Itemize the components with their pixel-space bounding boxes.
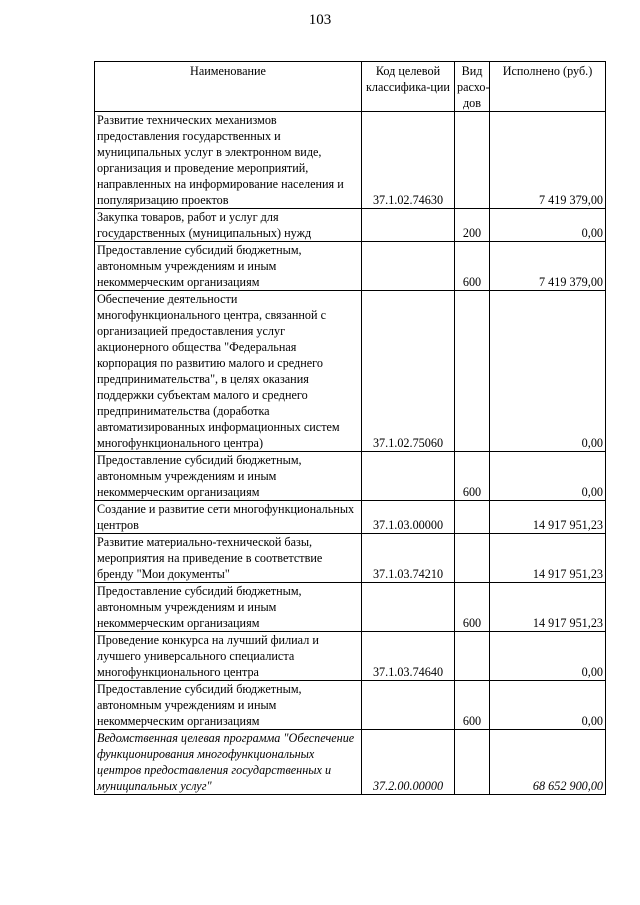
- row-name: Создание и развитие сети многофункциональных центров: [95, 501, 362, 534]
- row-name: Закупка товаров, работ и услуг для государственных (муниципальных) нужд: [95, 209, 362, 242]
- row-sum: 0,00: [490, 291, 606, 452]
- row-type: 600: [455, 452, 490, 501]
- row-type: 600: [455, 583, 490, 632]
- row-code: [362, 209, 455, 242]
- row-type: [455, 730, 490, 795]
- table-row: [95, 681, 606, 730]
- row-sum: 14 917 951,23: [490, 534, 606, 583]
- row-sum: 0,00: [490, 209, 606, 242]
- row-code: [362, 452, 455, 501]
- row-name: Предоставление субсидий бюджетным, автономным учреждениям и иным некоммерческим организациям: [95, 452, 362, 501]
- row-name: Предоставление субсидий бюджетным, автономным учреждениям и иным некоммерческим организациям: [95, 681, 362, 730]
- row-sum: 14 917 951,23: [490, 501, 606, 534]
- table-row: [95, 452, 606, 501]
- row-sum: 0,00: [490, 452, 606, 501]
- row-name: Проведение конкурса на лучший филиал и лучшего универсального специалиста многофункционального центра: [95, 632, 362, 681]
- row-type: [455, 534, 490, 583]
- header-sum: Исполнено (руб.): [490, 62, 606, 112]
- row-type: [455, 291, 490, 452]
- row-type: [455, 112, 490, 209]
- table-row: [95, 534, 606, 583]
- row-code: 37.2.00.00000: [362, 730, 455, 795]
- row-name: Обеспечение деятельности многофункционального центра, связанной с организацией предоставления услуг акционерного общества "Федеральная корпорация по развитию малого и среднего предпринимательства", в целях оказания поддержки субъектам малого и среднего предпринимательства (доработка автоматизированных информационных систем многофункционального центра): [95, 291, 362, 452]
- row-code: [362, 681, 455, 730]
- row-type: 600: [455, 242, 490, 291]
- header-type: Вид расхо-дов: [455, 62, 490, 112]
- row-name: Развитие технических механизмов предоставления государственных и муниципальных услуг в электронном виде, организация и проведение мероприятий, направленных на информирование населения и популяризацию проектов: [95, 112, 362, 209]
- table-row: [95, 632, 606, 681]
- page-number: 103: [308, 12, 332, 28]
- row-sum: 7 419 379,00: [490, 242, 606, 291]
- row-type: 600: [455, 681, 490, 730]
- table-row: [95, 583, 606, 632]
- row-code: 37.1.03.74210: [362, 534, 455, 583]
- row-code: 37.1.02.75060: [362, 291, 455, 452]
- row-type: 200: [455, 209, 490, 242]
- table-row: [95, 501, 606, 534]
- row-name: Предоставление субсидий бюджетным, автономным учреждениям и иным некоммерческим организациям: [95, 242, 362, 291]
- table-row: [95, 291, 606, 452]
- table-header-row: [95, 62, 606, 112]
- row-sum: 0,00: [490, 681, 606, 730]
- row-type: [455, 501, 490, 534]
- table-row: [95, 242, 606, 291]
- row-type: [455, 632, 490, 681]
- header-code: Код целевой классифика-ции: [362, 62, 455, 112]
- table-row: [95, 112, 606, 209]
- row-name: Предоставление субсидий бюджетным, автономным учреждениям и иным некоммерческим организациям: [95, 583, 362, 632]
- row-name: Развитие материально-технической базы, мероприятия на приведение в соответствие бренду "Мои документы": [95, 534, 362, 583]
- row-code: [362, 242, 455, 291]
- table-row: [95, 209, 606, 242]
- table-row: [95, 730, 606, 795]
- row-sum: 7 419 379,00: [490, 112, 606, 209]
- row-code: 37.1.02.74630: [362, 112, 455, 209]
- row-sum: 0,00: [490, 632, 606, 681]
- row-code: 37.1.03.00000: [362, 501, 455, 534]
- row-sum: 14 917 951,23: [490, 583, 606, 632]
- row-name: Ведомственная целевая программа "Обеспечение функционирования многофункциональных центров предоставления государственных и муниципальных услуг": [95, 730, 362, 795]
- header-name: Наименование: [95, 62, 362, 112]
- row-code: 37.1.03.74640: [362, 632, 455, 681]
- row-sum: 68 652 900,00: [490, 730, 606, 795]
- row-code: [362, 583, 455, 632]
- budget-table: [94, 61, 606, 795]
